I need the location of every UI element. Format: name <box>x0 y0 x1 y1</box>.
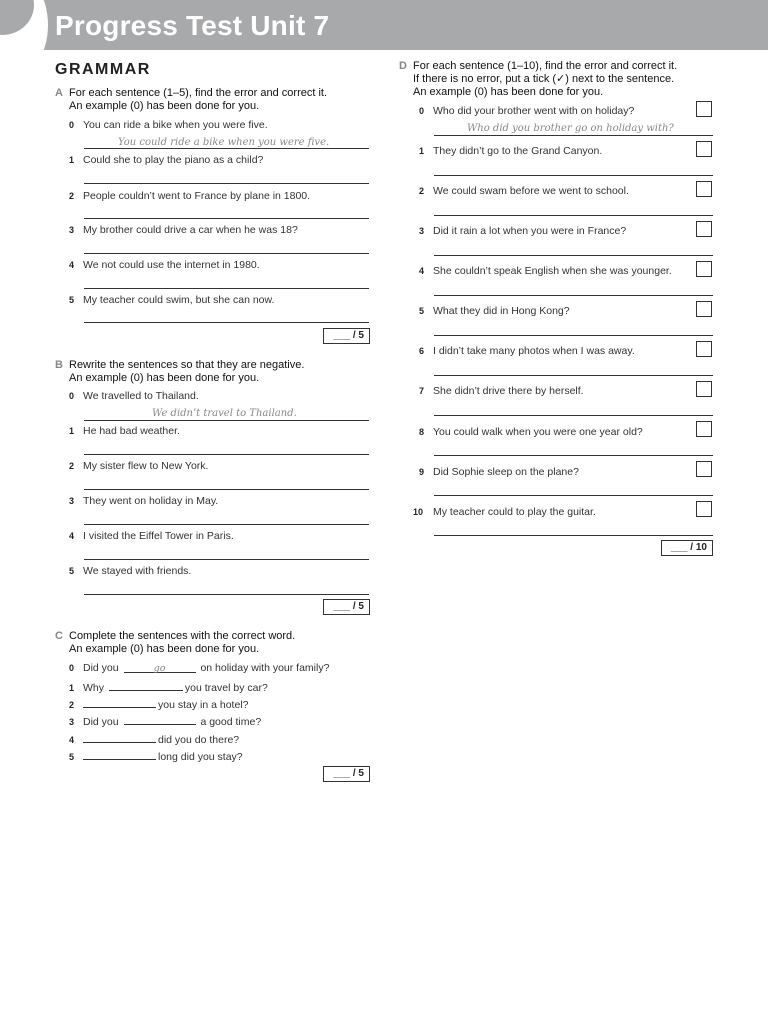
item-text-after: a good time? <box>200 716 262 728</box>
section-d-answer-line-5[interactable] <box>434 335 713 336</box>
item-number: 0 <box>419 106 425 116</box>
item-text: Who did your brother went with on holiday? <box>433 105 635 117</box>
item-text-after: you travel by car? <box>184 682 268 694</box>
section-d-answer-line-6[interactable] <box>434 375 713 376</box>
section-c-item-5 <box>69 749 243 763</box>
item-number: 5 <box>69 295 75 305</box>
item-text: My sister flew to New York. <box>83 460 209 472</box>
item-number: 2 <box>69 700 75 710</box>
item-text: They didn’t go to the Grand Canyon. <box>433 145 603 157</box>
section-d-answer-line-9[interactable] <box>434 495 713 496</box>
item-text: We could swam before we went to school. <box>433 185 629 197</box>
section-d-answer-line-2[interactable] <box>434 215 713 216</box>
item-number: 4 <box>419 266 425 276</box>
section-a-letter: A <box>55 87 63 99</box>
item-number: 6 <box>419 346 425 356</box>
tick-box-3[interactable] <box>696 221 712 237</box>
section-b-answer-line-1[interactable] <box>84 454 369 455</box>
item-text-before: Why <box>83 682 104 694</box>
item-text: Did Sophie sleep on the plane? <box>433 466 579 478</box>
fill-blank <box>124 662 196 673</box>
section-d-answer-line-3[interactable] <box>434 255 713 256</box>
section-c-item-4 <box>69 732 239 746</box>
section-d-answer-line-7[interactable] <box>434 415 713 416</box>
item-text: Did it rain a lot when you were in France? <box>433 225 627 237</box>
item-number: 9 <box>419 467 425 477</box>
section-a-answer-line-4[interactable] <box>84 288 369 289</box>
section-b-answer-line-4[interactable] <box>84 559 369 560</box>
section-b-example-answer: We didn’t travel to Thailand. <box>152 408 297 419</box>
tick-box-9[interactable] <box>696 461 712 477</box>
item-number: 10 <box>413 507 424 517</box>
item-number: 4 <box>69 531 75 541</box>
item-number: 5 <box>69 566 75 576</box>
item-text: She couldn’t speak English when she was younger. <box>433 265 672 277</box>
item-number: 2 <box>69 191 75 201</box>
item-number: 2 <box>419 186 425 196</box>
section-a-answer-line-1[interactable] <box>84 183 369 184</box>
section-c-instruction-1: Complete the sentences with the correct word. <box>69 630 296 642</box>
tick-box-0[interactable] <box>696 101 712 117</box>
section-a-answer-line-2[interactable] <box>84 218 369 219</box>
section-c-item-3 <box>69 714 261 728</box>
item-number: 0 <box>69 120 75 130</box>
section-a-score-box[interactable]: ___ / 5 <box>323 328 370 344</box>
item-number: 3 <box>69 225 75 235</box>
item-text: We not could use the internet in 1980. <box>83 259 260 271</box>
item-text: My brother could drive a car when he was 18? <box>83 224 298 236</box>
section-b-answer-line-3[interactable] <box>84 524 369 525</box>
section-d-instruction-3: An example (0) has been done for you. <box>413 86 604 98</box>
item-text: They went on holiday in May. <box>83 495 219 507</box>
item-number: 5 <box>419 306 425 316</box>
section-b-instructions <box>55 359 305 385</box>
item-text-before: Did you <box>83 662 119 674</box>
item-text: We stayed with friends. <box>83 565 192 577</box>
section-d-instruction-2: If there is no error, put a tick (✓) next to the sentence. <box>413 73 675 85</box>
item-text: You can ride a bike when you were five. <box>83 119 268 131</box>
page-title: Progress Test Unit 7 <box>55 10 330 41</box>
tick-box-7[interactable] <box>696 381 712 397</box>
item-text: What they did in Hong Kong? <box>433 305 570 317</box>
tick-box-6[interactable] <box>696 341 712 357</box>
section-d-instruction-1: For each sentence (1–10), find the error and correct it. <box>413 60 678 72</box>
fill-blank[interactable] <box>109 680 183 691</box>
section-c-instruction-2: An example (0) has been done for you. <box>69 643 260 655</box>
section-a-instruction-2: An example (0) has been done for you. <box>69 100 260 112</box>
item-text-before: Did you <box>83 716 119 728</box>
section-b-answer-line-0 <box>84 420 369 421</box>
item-text-after: on holiday with your family? <box>200 662 330 674</box>
tick-box-10[interactable] <box>696 501 712 517</box>
section-b-instruction-1: Rewrite the sentences so that they are negative. <box>69 359 305 371</box>
section-c-item-2 <box>69 697 248 711</box>
section-c-letter: C <box>55 630 63 642</box>
item-text: We travelled to Thailand. <box>83 390 199 402</box>
item-number: 0 <box>69 663 75 673</box>
item-number: 1 <box>419 146 425 156</box>
section-a-answer-line-5[interactable] <box>84 322 369 323</box>
section-d-answer-line-10[interactable] <box>434 535 713 536</box>
fill-blank[interactable] <box>83 749 156 760</box>
section-d-answer-line-4[interactable] <box>434 295 713 296</box>
section-d-answer-line-0 <box>434 135 713 136</box>
item-number: 0 <box>69 391 75 401</box>
item-number: 8 <box>419 427 425 437</box>
tick-box-1[interactable] <box>696 141 712 157</box>
item-number: 3 <box>69 496 75 506</box>
item-text-after: did you do there? <box>158 734 240 746</box>
section-c-score-box[interactable]: ___ / 5 <box>323 766 370 782</box>
section-a-instructions <box>55 87 328 113</box>
item-text: People couldn’t went to France by plane in 1800. <box>83 190 311 202</box>
section-a-answer-line-0 <box>84 148 369 149</box>
section-a-answer-line-3[interactable] <box>84 253 369 254</box>
fill-blank[interactable] <box>83 697 156 708</box>
item-text: Could she to play the piano as a child? <box>83 154 264 166</box>
item-text-after: you stay in a hotel? <box>158 699 249 711</box>
tick-box-8[interactable] <box>696 421 712 437</box>
item-text: She didn’t drive there by herself. <box>433 385 584 397</box>
item-number: 5 <box>69 752 75 762</box>
section-d-answer-line-8[interactable] <box>434 455 713 456</box>
section-d-instructions <box>399 60 678 99</box>
item-number: 1 <box>69 155 75 165</box>
section-heading-grammar: GRAMMAR <box>55 61 151 78</box>
section-d-score-box[interactable]: ___ / 10 <box>661 540 713 556</box>
section-d-letter: D <box>399 60 407 72</box>
item-number: 2 <box>69 461 75 471</box>
section-b-instruction-2: An example (0) has been done for you. <box>69 372 260 384</box>
tick-box-4[interactable] <box>696 261 712 277</box>
item-number: 4 <box>69 735 75 745</box>
fill-blank[interactable] <box>124 714 196 725</box>
item-text: I didn’t take many photos when I was away. <box>433 345 635 357</box>
item-text: My teacher could to play the guitar. <box>433 506 596 518</box>
section-a-example-answer: You could ride a bike when you were five. <box>118 137 330 148</box>
section-d-example-answer: Who did you brother go on holiday with? <box>467 123 674 134</box>
item-text: He had bad weather. <box>83 425 180 437</box>
fill-blank[interactable] <box>83 732 156 743</box>
item-number: 4 <box>69 260 75 270</box>
item-text: You could walk when you were one year old? <box>433 426 643 438</box>
section-b-letter: B <box>55 359 63 371</box>
section-c-item-1 <box>69 680 268 694</box>
tick-box-5[interactable] <box>696 301 712 317</box>
example-answer: go <box>153 663 166 674</box>
section-d-answer-line-1[interactable] <box>434 175 713 176</box>
section-a-instruction-1: For each sentence (1–5), find the error and correct it. <box>69 87 328 99</box>
item-number: 3 <box>419 226 425 236</box>
item-number: 7 <box>419 386 425 396</box>
item-number: 1 <box>69 683 75 693</box>
header-bar <box>0 0 768 50</box>
section-b-answer-line-5[interactable] <box>84 594 369 595</box>
section-c-instructions <box>55 630 296 656</box>
section-b-answer-line-2[interactable] <box>84 489 369 490</box>
item-text-after: long did you stay? <box>158 751 243 763</box>
item-text: My teacher could swim, but she can now. <box>83 294 275 306</box>
item-text: I visited the Eiffel Tower in Paris. <box>83 530 234 542</box>
tick-box-2[interactable] <box>696 181 712 197</box>
item-number: 3 <box>69 717 75 727</box>
item-number: 1 <box>69 426 75 436</box>
section-b-score-box[interactable]: ___ / 5 <box>323 599 370 615</box>
section-c-item-0 <box>69 662 329 674</box>
